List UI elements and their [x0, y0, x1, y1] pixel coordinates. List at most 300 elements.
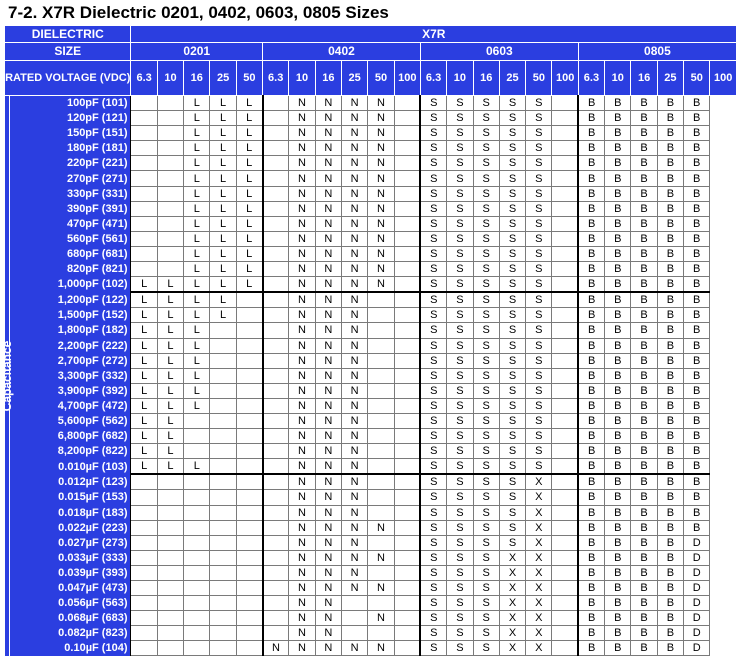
table-cell: N [315, 262, 341, 277]
table-cell: L [210, 96, 236, 111]
table-row [5, 353, 737, 368]
table-cell: S [420, 398, 446, 413]
table-cell: B [631, 201, 657, 216]
table-cell [236, 550, 262, 565]
table-cell: L [184, 96, 210, 111]
table-cell: L [131, 292, 157, 308]
table-row [5, 641, 737, 656]
table-cell: N [289, 231, 315, 246]
table-cell: X [526, 626, 552, 641]
table-cell: B [631, 398, 657, 413]
table-cell: B [657, 216, 683, 231]
table-cell: N [341, 111, 367, 126]
capacitance-label: 6,800pF (682) [10, 429, 131, 444]
capacitance-label: 120pF (121) [10, 111, 131, 126]
table-cell: B [631, 383, 657, 398]
table-cell [263, 308, 289, 323]
table-cell: S [420, 231, 446, 246]
table-cell [236, 459, 262, 475]
table-cell: S [526, 444, 552, 459]
table-cell [368, 596, 394, 611]
table-cell [157, 474, 183, 490]
table-cell: B [684, 277, 710, 293]
table-cell [394, 111, 420, 126]
table-cell: N [289, 308, 315, 323]
table-cell: N [289, 626, 315, 641]
table-cell: X [526, 520, 552, 535]
table-cell: X [526, 505, 552, 520]
table-cell: N [289, 581, 315, 596]
table-cell: N [341, 429, 367, 444]
table-cell [210, 444, 236, 459]
table-cell: N [315, 323, 341, 338]
table-cell: B [631, 353, 657, 368]
table-cell: B [657, 231, 683, 246]
table-cell [263, 444, 289, 459]
table-cell [394, 596, 420, 611]
table-cell: L [157, 429, 183, 444]
table-cell: S [473, 141, 499, 156]
table-cell [394, 413, 420, 428]
table-cell: N [315, 520, 341, 535]
table-cell: S [420, 338, 446, 353]
table-cell: N [368, 231, 394, 246]
table-cell: L [184, 156, 210, 171]
table-cell [236, 535, 262, 550]
table-cell: S [473, 323, 499, 338]
table-cell [263, 246, 289, 261]
table-cell: S [499, 444, 525, 459]
table-cell: N [341, 505, 367, 520]
table-cell [394, 308, 420, 323]
table-cell: S [473, 596, 499, 611]
table-cell: S [499, 216, 525, 231]
table-cell [263, 413, 289, 428]
table-cell [131, 474, 157, 490]
table-cell: S [447, 596, 473, 611]
table-cell: S [473, 186, 499, 201]
table-cell: L [210, 111, 236, 126]
table-row [5, 550, 737, 565]
table-cell [394, 186, 420, 201]
table-cell: S [473, 201, 499, 216]
table-cell [263, 186, 289, 201]
table-cell: S [473, 96, 499, 111]
table-cell: N [368, 111, 394, 126]
table-cell: B [605, 581, 631, 596]
table-cell [263, 216, 289, 231]
table-cell: L [210, 277, 236, 293]
capacitance-label: 0.039µF (393) [10, 565, 131, 580]
table-cell: S [420, 216, 446, 231]
table-cell [263, 505, 289, 520]
table-cell: B [631, 308, 657, 323]
table-cell: B [657, 141, 683, 156]
table-cell: N [315, 96, 341, 111]
table-cell [210, 429, 236, 444]
table-cell: N [341, 308, 367, 323]
table-cell [394, 626, 420, 641]
table-cell: L [236, 171, 262, 186]
table-cell: B [578, 368, 604, 383]
table-cell [263, 550, 289, 565]
table-cell: S [420, 596, 446, 611]
table-cell: N [315, 505, 341, 520]
table-row [5, 186, 737, 201]
table-cell: S [473, 611, 499, 626]
table-cell: N [341, 186, 367, 201]
table-cell: D [684, 641, 710, 656]
table-cell [394, 277, 420, 293]
table-cell [131, 171, 157, 186]
table-cell: N [315, 459, 341, 475]
table-cell [552, 444, 578, 459]
table-cell [131, 156, 157, 171]
table-cell [157, 156, 183, 171]
table-cell [210, 535, 236, 550]
table-cell [184, 429, 210, 444]
table-cell: N [341, 353, 367, 368]
table-cell: B [684, 111, 710, 126]
table-cell: L [236, 126, 262, 141]
table-cell [210, 581, 236, 596]
table-cell: S [447, 246, 473, 261]
table-cell [368, 413, 394, 428]
table-cell: S [526, 353, 552, 368]
table-cell: N [289, 323, 315, 338]
table-cell: N [368, 277, 394, 293]
table-cell: B [605, 246, 631, 261]
voltage-header: 6.3 [131, 61, 157, 96]
table-cell: B [578, 141, 604, 156]
table-cell: B [578, 216, 604, 231]
table-cell [552, 505, 578, 520]
table-row [5, 338, 737, 353]
table-cell: B [578, 277, 604, 293]
table-cell: B [605, 292, 631, 308]
table-cell: L [184, 262, 210, 277]
table-row [5, 96, 737, 111]
table-cell: N [368, 520, 394, 535]
table-cell: S [526, 308, 552, 323]
table-cell: S [526, 383, 552, 398]
table-cell: N [315, 308, 341, 323]
table-cell [394, 383, 420, 398]
table-cell [157, 96, 183, 111]
table-cell: L [184, 353, 210, 368]
table-cell [157, 581, 183, 596]
table-cell: L [131, 413, 157, 428]
table-cell: N [289, 96, 315, 111]
table-cell [184, 626, 210, 641]
table-cell: S [499, 111, 525, 126]
table-cell: S [526, 413, 552, 428]
table-cell: S [473, 111, 499, 126]
table-cell: S [499, 368, 525, 383]
table-cell: B [631, 596, 657, 611]
table-cell [263, 535, 289, 550]
table-cell: N [289, 444, 315, 459]
table-cell: L [184, 111, 210, 126]
table-cell: N [315, 201, 341, 216]
table-cell [552, 565, 578, 580]
table-cell [552, 246, 578, 261]
table-cell: B [657, 505, 683, 520]
table-cell: B [684, 96, 710, 111]
table-cell: N [289, 156, 315, 171]
table-cell: B [605, 262, 631, 277]
table-cell: L [184, 323, 210, 338]
table-cell: L [210, 126, 236, 141]
table-cell [368, 292, 394, 308]
table-cell: S [526, 398, 552, 413]
capacitance-label: 0.010µF (103) [10, 459, 131, 475]
table-cell: N [315, 277, 341, 293]
table-cell: S [526, 338, 552, 353]
table-cell: N [368, 581, 394, 596]
table-cell: D [684, 626, 710, 641]
table-cell: S [499, 156, 525, 171]
voltage-header: 16 [315, 61, 341, 96]
table-cell [210, 490, 236, 505]
table-cell: N [263, 641, 289, 656]
table-cell: B [605, 186, 631, 201]
table-cell: B [605, 111, 631, 126]
table-cell: L [131, 308, 157, 323]
table-row [5, 323, 737, 338]
table-cell [552, 292, 578, 308]
table-cell: S [526, 186, 552, 201]
table-cell: N [289, 490, 315, 505]
table-cell: B [578, 201, 604, 216]
table-cell: B [605, 383, 631, 398]
table-cell: N [368, 171, 394, 186]
table-cell [263, 474, 289, 490]
table-cell: S [473, 505, 499, 520]
table-cell: S [420, 246, 446, 261]
table-cell: S [447, 368, 473, 383]
table-cell: S [499, 201, 525, 216]
table-cell [157, 246, 183, 261]
table-row [5, 444, 737, 459]
table-cell [552, 626, 578, 641]
table-cell [236, 581, 262, 596]
table-cell [236, 413, 262, 428]
table-cell [394, 444, 420, 459]
table-cell: B [657, 96, 683, 111]
table-cell: S [499, 186, 525, 201]
voltage-header: 25 [499, 61, 525, 96]
table-cell [394, 262, 420, 277]
table-cell [394, 550, 420, 565]
table-cell: S [499, 141, 525, 156]
capacitance-label: 470pF (471) [10, 216, 131, 231]
capacitance-label: 1,200pF (122) [10, 292, 131, 308]
table-cell [157, 535, 183, 550]
table-cell: B [578, 444, 604, 459]
table-cell [263, 231, 289, 246]
table-cell: N [289, 565, 315, 580]
table-cell [368, 459, 394, 475]
table-cell: S [473, 474, 499, 490]
table-cell: N [341, 368, 367, 383]
table-cell: S [526, 323, 552, 338]
size-header: 0201 [131, 43, 263, 61]
table-cell: B [605, 231, 631, 246]
table-cell: L [210, 216, 236, 231]
table-cell [394, 171, 420, 186]
table-cell: N [315, 444, 341, 459]
table-cell: B [657, 246, 683, 261]
table-row [5, 126, 737, 141]
table-cell: B [631, 231, 657, 246]
table-cell [131, 565, 157, 580]
table-cell: B [578, 156, 604, 171]
table-cell: N [289, 292, 315, 308]
table-cell: S [526, 459, 552, 475]
table-cell [210, 353, 236, 368]
table-cell [394, 216, 420, 231]
table-cell [236, 429, 262, 444]
table-cell: S [473, 626, 499, 641]
table-cell: L [184, 368, 210, 383]
table-cell: B [657, 156, 683, 171]
table-cell [552, 520, 578, 535]
table-cell: B [631, 141, 657, 156]
table-cell: S [499, 262, 525, 277]
table-cell [263, 368, 289, 383]
table-cell: B [684, 292, 710, 308]
table-cell [263, 126, 289, 141]
capacitance-label: 0.082µF (823) [10, 626, 131, 641]
table-cell: L [157, 308, 183, 323]
capacitance-label: 3,300pF (332) [10, 368, 131, 383]
table-cell [552, 171, 578, 186]
capacitance-label: 0.068µF (683) [10, 611, 131, 626]
table-row [5, 231, 737, 246]
table-cell: B [578, 126, 604, 141]
table-cell: S [526, 216, 552, 231]
table-cell: B [578, 186, 604, 201]
table-cell: B [605, 277, 631, 293]
table-cell: B [631, 505, 657, 520]
table-cell [236, 292, 262, 308]
table-cell: N [368, 141, 394, 156]
table-cell: L [131, 277, 157, 293]
table-row [5, 171, 737, 186]
table-cell: B [684, 474, 710, 490]
voltage-header: 6.3 [578, 61, 604, 96]
table-cell [263, 277, 289, 293]
table-cell: S [499, 429, 525, 444]
table-cell [552, 368, 578, 383]
table-cell: X [526, 550, 552, 565]
table-cell: L [184, 141, 210, 156]
table-cell [131, 581, 157, 596]
table-cell: L [210, 201, 236, 216]
table-cell: N [341, 459, 367, 475]
table-cell [263, 581, 289, 596]
table-cell: B [578, 231, 604, 246]
table-cell: N [289, 338, 315, 353]
table-cell: S [447, 641, 473, 656]
table-cell: S [499, 96, 525, 111]
table-cell: B [631, 277, 657, 293]
table-cell [236, 353, 262, 368]
voltage-header: 25 [341, 61, 367, 96]
table-cell [552, 323, 578, 338]
table-cell: S [499, 383, 525, 398]
table-cell [552, 474, 578, 490]
table-cell [157, 262, 183, 277]
table-cell: L [184, 308, 210, 323]
table-cell: L [131, 398, 157, 413]
table-cell: N [315, 383, 341, 398]
voltage-header: 50 [236, 61, 262, 96]
table-cell: N [315, 231, 341, 246]
table-cell [131, 201, 157, 216]
table-cell: B [578, 429, 604, 444]
table-cell: B [578, 505, 604, 520]
table-cell: S [420, 262, 446, 277]
table-cell [341, 626, 367, 641]
table-cell [210, 565, 236, 580]
table-cell [131, 490, 157, 505]
table-cell: N [315, 611, 341, 626]
table-cell: S [447, 216, 473, 231]
table-cell: B [684, 459, 710, 475]
table-cell [263, 383, 289, 398]
table-cell [341, 611, 367, 626]
table-cell [552, 262, 578, 277]
voltage-header: 25 [210, 61, 236, 96]
table-cell: N [341, 156, 367, 171]
table-cell [394, 141, 420, 156]
table-cell [394, 246, 420, 261]
table-cell: S [473, 262, 499, 277]
table-cell: B [605, 216, 631, 231]
table-cell [157, 186, 183, 201]
table-cell: D [684, 550, 710, 565]
table-cell: L [210, 186, 236, 201]
table-cell: S [473, 520, 499, 535]
table-cell: B [605, 398, 631, 413]
table-cell: B [684, 444, 710, 459]
table-cell: L [210, 156, 236, 171]
table-cell [552, 186, 578, 201]
table-cell: S [473, 231, 499, 246]
table-cell [394, 565, 420, 580]
table-cell: S [473, 581, 499, 596]
rated-voltage-label: RATED VOLTAGE (VDC) [5, 61, 131, 96]
table-cell: B [657, 171, 683, 186]
table-cell: S [447, 292, 473, 308]
table-cell: S [447, 323, 473, 338]
voltage-header: 16 [631, 61, 657, 96]
table-cell [157, 565, 183, 580]
table-cell [394, 323, 420, 338]
table-cell: N [341, 565, 367, 580]
table-cell: S [499, 535, 525, 550]
table-cell: L [184, 246, 210, 261]
table-cell [394, 368, 420, 383]
table-cell: S [447, 459, 473, 475]
voltage-header: 10 [605, 61, 631, 96]
table-cell [184, 490, 210, 505]
table-cell: B [657, 520, 683, 535]
table-cell: S [420, 156, 446, 171]
table-cell [368, 308, 394, 323]
